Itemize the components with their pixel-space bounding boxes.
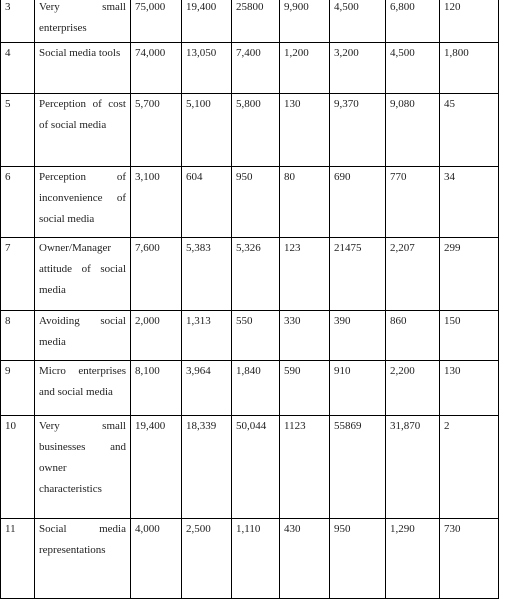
value-cell: 18,339 (182, 416, 232, 519)
value-cell: 5,700 (131, 94, 182, 167)
value-cell: 2,200 (386, 361, 440, 416)
row-label: Social media representations (35, 519, 131, 599)
value-cell: 5,326 (232, 238, 280, 311)
row-label: Very small businesses and owner characteristics (35, 416, 131, 519)
row-index: 3 (1, 0, 35, 43)
value-cell: 45 (440, 94, 499, 167)
value-cell: 390 (330, 311, 386, 361)
value-cell: 31,870 (386, 416, 440, 519)
value-cell: 590 (280, 361, 330, 416)
value-cell: 770 (386, 167, 440, 238)
row-label: Social media tools (35, 43, 131, 94)
value-cell: 1,800 (440, 43, 499, 94)
value-cell: 4,500 (386, 43, 440, 94)
value-cell: 7,600 (131, 238, 182, 311)
value-cell: 330 (280, 311, 330, 361)
value-cell: 2,000 (131, 311, 182, 361)
value-cell: 950 (330, 519, 386, 599)
value-cell: 21475 (330, 238, 386, 311)
row-label: Perception of cost of social media (35, 94, 131, 167)
row-label: Very small enterprises (35, 0, 131, 43)
row-index: 9 (1, 361, 35, 416)
value-cell: 130 (440, 361, 499, 416)
table-row (1, 94, 499, 167)
value-cell: 910 (330, 361, 386, 416)
value-cell: 5,100 (182, 94, 232, 167)
value-cell: 2,500 (182, 519, 232, 599)
row-index: 11 (1, 519, 35, 599)
value-cell: 7,400 (232, 43, 280, 94)
value-cell: 1,840 (232, 361, 280, 416)
value-cell: 604 (182, 167, 232, 238)
value-cell: 19,400 (182, 0, 232, 43)
row-index: 6 (1, 167, 35, 238)
table-row (1, 0, 499, 43)
value-cell: 13,050 (182, 43, 232, 94)
value-cell: 34 (440, 167, 499, 238)
value-cell: 1123 (280, 416, 330, 519)
value-cell: 9,370 (330, 94, 386, 167)
value-cell: 2,207 (386, 238, 440, 311)
value-cell: 1,110 (232, 519, 280, 599)
value-cell: 75,000 (131, 0, 182, 43)
value-cell: 1,290 (386, 519, 440, 599)
value-cell: 50,044 (232, 416, 280, 519)
value-cell: 690 (330, 167, 386, 238)
value-cell: 4,500 (330, 0, 386, 43)
value-cell: 730 (440, 519, 499, 599)
value-cell: 80 (280, 167, 330, 238)
row-index: 8 (1, 311, 35, 361)
table-row (1, 361, 499, 416)
table-row (1, 43, 499, 94)
row-label: Owner/Manager attitude of social media (35, 238, 131, 311)
row-label: Micro enterprises and social media (35, 361, 131, 416)
value-cell: 950 (232, 167, 280, 238)
value-cell: 1,313 (182, 311, 232, 361)
value-cell: 9,900 (280, 0, 330, 43)
value-cell: 3,200 (330, 43, 386, 94)
table-row (1, 238, 499, 311)
value-cell: 55869 (330, 416, 386, 519)
value-cell: 25800 (232, 0, 280, 43)
value-cell: 123 (280, 238, 330, 311)
row-index: 7 (1, 238, 35, 311)
value-cell: 1,200 (280, 43, 330, 94)
value-cell: 2 (440, 416, 499, 519)
value-cell: 130 (280, 94, 330, 167)
value-cell: 299 (440, 238, 499, 311)
value-cell: 3,100 (131, 167, 182, 238)
table-row (1, 311, 499, 361)
table-body (1, 0, 499, 599)
table-row (1, 416, 499, 519)
value-cell: 6,800 (386, 0, 440, 43)
row-label: Avoiding social media (35, 311, 131, 361)
value-cell: 74,000 (131, 43, 182, 94)
value-cell: 19,400 (131, 416, 182, 519)
value-cell: 430 (280, 519, 330, 599)
value-cell: 120 (440, 0, 499, 43)
value-cell: 9,080 (386, 94, 440, 167)
value-cell: 5,800 (232, 94, 280, 167)
value-cell: 860 (386, 311, 440, 361)
row-label: Perception of inconvenience of social media (35, 167, 131, 238)
value-cell: 5,383 (182, 238, 232, 311)
value-cell: 550 (232, 311, 280, 361)
value-cell: 3,964 (182, 361, 232, 416)
row-index: 10 (1, 416, 35, 519)
table-row (1, 167, 499, 238)
value-cell: 150 (440, 311, 499, 361)
table-row (1, 519, 499, 599)
row-index: 5 (1, 94, 35, 167)
value-cell: 8,100 (131, 361, 182, 416)
value-cell: 4,000 (131, 519, 182, 599)
row-index: 4 (1, 43, 35, 94)
